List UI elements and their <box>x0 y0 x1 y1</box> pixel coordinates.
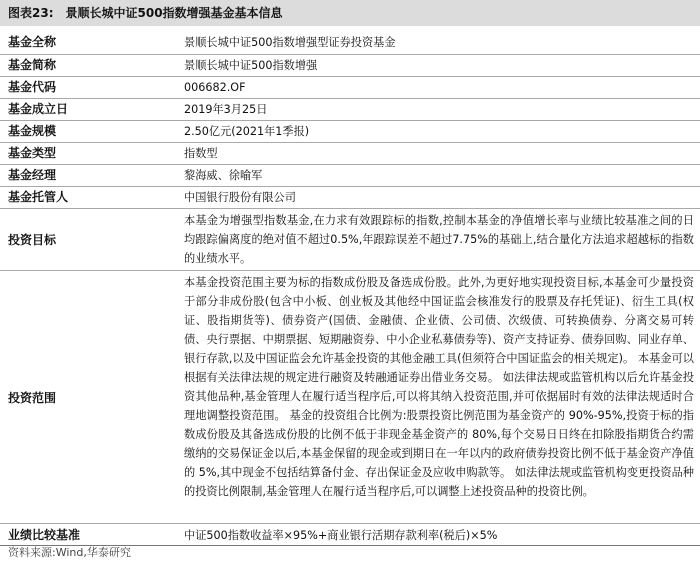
table-row <box>0 209 700 271</box>
source-note: 资料来源:Wind,华泰研究 <box>8 546 131 559</box>
figure-title-text: 景顺长城中证500指数增强基金基本信息 <box>65 6 283 20</box>
row-value: 2.50亿元(2021年1季报) <box>184 125 310 138</box>
row-label: 基金简称 <box>8 58 57 72</box>
row-value: 景顺长城中证500指数增强型证券投资基金 <box>184 36 396 49</box>
row-label: 基金类型 <box>8 146 57 160</box>
row-value: 本基金投资范围主要为标的指数成份股及备选成份股。此外,为更好地实现投资目标,本基金可少量投资于部分非成份股(包含中小板、创业板及其他经中国证监会核准发行的股票及存托凭证)、衍生工具(权证、股指期货等)、债券资产(国债、金融债、企业债、公司债、次级债、可转换债券、分离交易可转债、央行票据、中期票据、短期融资券、中小企业私募债券等)、资产支持证券、债券回购、同业存单、银行存款,以及中国证监会允许基金投资的其他金融工具(但须符合中国证监会的相关规定)。 本基金可以根据有关法律法规的规定进行融资及转融通证券出借业务交易。 如法律法规或监管机构以后允许基金投资其他品种,基金管理人在履行适当程序后,可以将其纳入投资范围,并可依据届时有效的法律法规适时合理地调整投资范围。 基金的投资组合比例为:股票投资比例范围为基金资产的 90%-95%,投资于标的指数成份股及其备选成份股的比例不低于非现金基金资产的 80%,每个交易日日终在扣除股指期货合约需缴纳的交易保证金以后,本基金保留的现金或到期日在一年以内的政府债券投资比例不低于基金资产净值的 5%,其中现金不包括结算备付金、存出保证金及应收申购款等。 如法律法规或监管机构变更投资品种的投资比例限制,基金管理人在履行适当程序后,可以调整上述投资品种的投资比例。 <box>184 276 694 498</box>
row-value: 本基金为增强型指数基金,在力求有效跟踪标的指数,控制本基金的净值增长率与业绩比较基准之间的日均跟踪偏离度的绝对值不超过0.5%,年跟踪误差不超过7.75%的基础上,结合量化方法追求超越标的指数的业绩水平。 <box>184 214 694 265</box>
row-label: 基金成立日 <box>8 102 69 116</box>
table-row <box>0 121 700 143</box>
table-row <box>0 187 700 209</box>
row-label: 基金代码 <box>8 80 57 94</box>
row-value: 中国银行股份有限公司 <box>184 191 296 204</box>
row-label: 投资目标 <box>8 233 57 247</box>
row-value: 景顺长城中证500指数增强 <box>184 59 318 72</box>
figure-number: 图表23: <box>8 6 54 20</box>
figure-title <box>0 0 700 26</box>
row-label: 基金全称 <box>8 35 57 49</box>
row-label: 基金规模 <box>8 124 57 138</box>
row-value: 006682.OF <box>184 81 246 94</box>
table-row <box>0 32 700 55</box>
row-value: 中证500指数收益率×95%+商业银行活期存款利率(税后)×5% <box>184 529 498 542</box>
row-value: 黎海威、徐喻军 <box>184 169 263 182</box>
row-label: 基金托管人 <box>8 190 69 204</box>
table-row <box>0 99 700 121</box>
row-label: 业绩比较基准 <box>8 528 81 542</box>
table-row <box>0 165 700 187</box>
row-label: 基金经理 <box>8 168 57 182</box>
table-row <box>0 143 700 165</box>
row-label: 投资范围 <box>8 391 57 405</box>
table-row <box>0 55 700 77</box>
row-value: 指数型 <box>184 147 218 160</box>
row-value: 2019年3月25日 <box>184 103 268 116</box>
table-row <box>0 271 700 524</box>
table-row <box>0 77 700 99</box>
table-row <box>0 524 700 546</box>
